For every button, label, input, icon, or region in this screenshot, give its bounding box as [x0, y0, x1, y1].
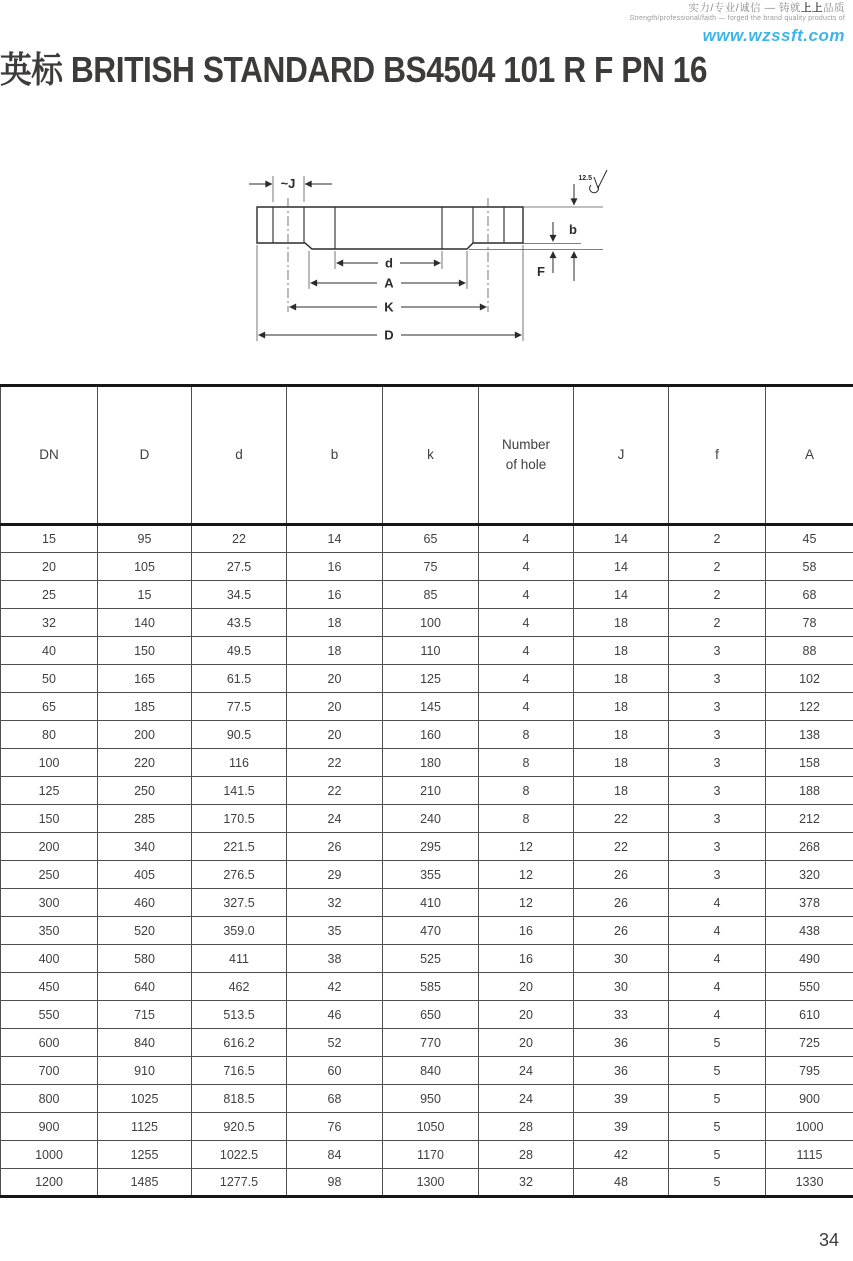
table-cell: 14: [287, 525, 383, 553]
table-cell: 4: [669, 917, 766, 945]
table-cell: 100: [383, 609, 479, 637]
table-header-row: [1, 386, 853, 525]
table-cell: 45: [766, 525, 853, 553]
table-cell: 212: [766, 805, 853, 833]
table-cell: 15: [1, 525, 98, 553]
table-cell: 88: [766, 637, 853, 665]
table-cell: 610: [766, 1001, 853, 1029]
brand-tagline-zh: [629, 2, 845, 14]
table-cell: 16: [479, 917, 574, 945]
table-cell: 18: [287, 609, 383, 637]
table-cell: 513.5: [192, 1001, 287, 1029]
table-cell: 20: [287, 721, 383, 749]
dim-label-j: ~J: [280, 176, 296, 191]
table-cell: 840: [383, 1057, 479, 1085]
table-row: [1, 1169, 853, 1197]
table-cell: 98: [287, 1169, 383, 1197]
page-title: 英标 BRITISH STANDARD BS4504 101 R F PN 16: [0, 49, 708, 90]
table-cell: 18: [574, 665, 669, 693]
surface-roughness-icon: [590, 170, 607, 193]
table-cell: 24: [479, 1057, 574, 1085]
table-cell: 28: [479, 1141, 574, 1169]
table-cell: 250: [98, 777, 192, 805]
dim-label-d: d: [385, 255, 393, 271]
table-cell: 770: [383, 1029, 479, 1057]
table-cell: 295: [383, 833, 479, 861]
table-cell: 3: [669, 749, 766, 777]
table-cell: 3: [669, 777, 766, 805]
table-cell: 795: [766, 1057, 853, 1085]
flange-section-lines: [273, 207, 504, 249]
table-cell: 340: [98, 833, 192, 861]
table-cell: 24: [479, 1085, 574, 1113]
table-cell: 22: [192, 525, 287, 553]
table-cell: 950: [383, 1085, 479, 1113]
website-link[interactable]: www.wzssft.com: [702, 26, 845, 46]
table-cell: 58: [766, 553, 853, 581]
table-cell: 1050: [383, 1113, 479, 1141]
table-cell: 550: [766, 973, 853, 1001]
table-cell: 22: [287, 777, 383, 805]
table-cell: 320: [766, 861, 853, 889]
table-cell: 300: [1, 889, 98, 917]
table-cell: 22: [574, 805, 669, 833]
table-cell: 4: [479, 553, 574, 581]
table-cell: 16: [479, 945, 574, 973]
table-cell: 520: [98, 917, 192, 945]
table-cell: 1277.5: [192, 1169, 287, 1197]
dim-label-a: A: [384, 275, 394, 291]
table-cell: 20: [287, 665, 383, 693]
table-cell: 12: [479, 833, 574, 861]
table-cell: 12: [479, 889, 574, 917]
table-cell: 1125: [98, 1113, 192, 1141]
table-cell: 716.5: [192, 1057, 287, 1085]
table-cell: 84: [287, 1141, 383, 1169]
table-cell: 26: [574, 917, 669, 945]
table-cell: 42: [287, 973, 383, 1001]
table-cell: 110: [383, 637, 479, 665]
table-cell: 30: [574, 973, 669, 1001]
table-cell: 18: [287, 637, 383, 665]
table-cell: 14: [574, 553, 669, 581]
table-cell: 3: [669, 861, 766, 889]
table-cell: 18: [574, 693, 669, 721]
table-cell: 8: [479, 777, 574, 805]
table-cell: 25: [1, 581, 98, 609]
table-cell: 470: [383, 917, 479, 945]
table-cell: 78: [766, 609, 853, 637]
table-cell: 350: [1, 917, 98, 945]
table-cell: 8: [479, 749, 574, 777]
table-cell: 5: [669, 1169, 766, 1197]
table-cell: 715: [98, 1001, 192, 1029]
table-cell: 141.5: [192, 777, 287, 805]
table-cell: 165: [98, 665, 192, 693]
table-cell: 8: [479, 805, 574, 833]
table-cell: 18: [574, 749, 669, 777]
table-cell: 77.5: [192, 693, 287, 721]
dim-label-big-d: D: [384, 327, 394, 343]
table-cell: 65: [1, 693, 98, 721]
table-cell: 700: [1, 1057, 98, 1085]
table-cell: 3: [669, 693, 766, 721]
table-cell: 40: [1, 637, 98, 665]
table-cell: 460: [98, 889, 192, 917]
table-header-cell: k: [383, 386, 479, 525]
table-cell: 20: [1, 553, 98, 581]
table-cell: 140: [98, 609, 192, 637]
table-cell: 525: [383, 945, 479, 973]
table-cell: 490: [766, 945, 853, 973]
table-cell: 22: [574, 833, 669, 861]
table-row: [1, 637, 853, 665]
table-cell: 36: [574, 1057, 669, 1085]
table-cell: 20: [479, 973, 574, 1001]
table-cell: 438: [766, 917, 853, 945]
table-cell: 65: [383, 525, 479, 553]
table-cell: 900: [1, 1113, 98, 1141]
table-cell: 355: [383, 861, 479, 889]
table-cell: 5: [669, 1141, 766, 1169]
table-cell: 18: [574, 777, 669, 805]
table-row: [1, 525, 853, 553]
table-cell: 180: [383, 749, 479, 777]
table-cell: 170.5: [192, 805, 287, 833]
table-cell: 5: [669, 1057, 766, 1085]
table-cell: 150: [1, 805, 98, 833]
table-cell: 200: [1, 833, 98, 861]
table-cell: 550: [1, 1001, 98, 1029]
table-cell: 27.5: [192, 553, 287, 581]
table-cell: 42: [574, 1141, 669, 1169]
table-cell: 26: [287, 833, 383, 861]
tagline-zh-bold: 上上: [801, 2, 823, 14]
table-row: [1, 1057, 853, 1085]
table-cell: 4: [479, 525, 574, 553]
table-cell: 910: [98, 1057, 192, 1085]
table-cell: 14: [574, 525, 669, 553]
table-cell: 240: [383, 805, 479, 833]
table-cell: 8: [479, 721, 574, 749]
table-row: [1, 609, 853, 637]
table-cell: 359.0: [192, 917, 287, 945]
table-cell: 2: [669, 609, 766, 637]
table-cell: 75: [383, 553, 479, 581]
table-cell: 22: [287, 749, 383, 777]
table-cell: 4: [479, 609, 574, 637]
table-row: [1, 945, 853, 973]
table-cell: 3: [669, 805, 766, 833]
table-cell: 43.5: [192, 609, 287, 637]
table-cell: 5: [669, 1113, 766, 1141]
table-cell: 210: [383, 777, 479, 805]
table-header-cell: D: [98, 386, 192, 525]
table-header-cell: DN: [1, 386, 98, 525]
dimension-table: [0, 384, 853, 1198]
table-cell: 188: [766, 777, 853, 805]
table-cell: 1200: [1, 1169, 98, 1197]
table-header-cell: f: [669, 386, 766, 525]
table-row: [1, 1085, 853, 1113]
table-cell: 640: [98, 973, 192, 1001]
table-cell: 268: [766, 833, 853, 861]
table-header-cell: d: [192, 386, 287, 525]
table-row: [1, 1001, 853, 1029]
table-cell: 2: [669, 553, 766, 581]
table-cell: 3: [669, 721, 766, 749]
brand-tagline-en: Strength/professional/faith — forged the brand quality products of: [629, 15, 845, 23]
table-cell: 221.5: [192, 833, 287, 861]
table-cell: 800: [1, 1085, 98, 1113]
table-cell: 3: [669, 665, 766, 693]
table-cell: 5: [669, 1029, 766, 1057]
flange-drawing: [225, 140, 645, 375]
table-cell: 2: [669, 525, 766, 553]
table-cell: 36: [574, 1029, 669, 1057]
table-cell: 85: [383, 581, 479, 609]
table-cell: 250: [1, 861, 98, 889]
extension-lines: [257, 176, 603, 341]
table-row: [1, 1029, 853, 1057]
table-cell: 68: [766, 581, 853, 609]
table-cell: 450: [1, 973, 98, 1001]
table-cell: 4: [479, 581, 574, 609]
table-cell: 400: [1, 945, 98, 973]
table-cell: 818.5: [192, 1085, 287, 1113]
table-cell: 158: [766, 749, 853, 777]
table-cell: 600: [1, 1029, 98, 1057]
table-cell: 150: [98, 637, 192, 665]
table-cell: 122: [766, 693, 853, 721]
table-cell: 650: [383, 1001, 479, 1029]
table-cell: 28: [479, 1113, 574, 1141]
table-row: [1, 721, 853, 749]
table-cell: 4: [479, 665, 574, 693]
table-cell: 76: [287, 1113, 383, 1141]
table-cell: 125: [1, 777, 98, 805]
table-cell: 29: [287, 861, 383, 889]
table-cell: 580: [98, 945, 192, 973]
table-cell: 4: [479, 637, 574, 665]
table-cell: 220: [98, 749, 192, 777]
table-cell: 4: [669, 889, 766, 917]
table-cell: 200: [98, 721, 192, 749]
table-cell: 80: [1, 721, 98, 749]
table-cell: 160: [383, 721, 479, 749]
table-cell: 49.5: [192, 637, 287, 665]
table-cell: 410: [383, 889, 479, 917]
table-cell: 26: [574, 861, 669, 889]
table-cell: 585: [383, 973, 479, 1001]
table-cell: 276.5: [192, 861, 287, 889]
table-cell: 95: [98, 525, 192, 553]
table-cell: 725: [766, 1029, 853, 1057]
table-cell: 34.5: [192, 581, 287, 609]
table-cell: 138: [766, 721, 853, 749]
table-row: [1, 777, 853, 805]
table-cell: 38: [287, 945, 383, 973]
table-cell: 378: [766, 889, 853, 917]
table-cell: 185: [98, 693, 192, 721]
dim-label-k: K: [384, 299, 394, 315]
table-cell: 68: [287, 1085, 383, 1113]
table-cell: 90.5: [192, 721, 287, 749]
table-header-cell: b: [287, 386, 383, 525]
table-cell: 125: [383, 665, 479, 693]
table-cell: 20: [287, 693, 383, 721]
table-cell: 1330: [766, 1169, 853, 1197]
table-cell: 840: [98, 1029, 192, 1057]
table-cell: 5: [669, 1085, 766, 1113]
table-cell: 1300: [383, 1169, 479, 1197]
table-cell: 14: [574, 581, 669, 609]
table-cell: 616.2: [192, 1029, 287, 1057]
table-row: [1, 833, 853, 861]
table-cell: 920.5: [192, 1113, 287, 1141]
table-row: [1, 805, 853, 833]
table-cell: 18: [574, 609, 669, 637]
table-cell: 15: [98, 581, 192, 609]
table-cell: 285: [98, 805, 192, 833]
table-cell: 1000: [1, 1141, 98, 1169]
table-cell: 20: [479, 1001, 574, 1029]
table-cell: 1025: [98, 1085, 192, 1113]
table-header-cell: A: [766, 386, 853, 525]
table-cell: 16: [287, 553, 383, 581]
page-number: 34: [818, 1230, 839, 1250]
table-cell: 18: [574, 721, 669, 749]
table-cell: 32: [479, 1169, 574, 1197]
table-cell: 116: [192, 749, 287, 777]
table-row: [1, 1141, 853, 1169]
tagline-zh-post: 品质: [823, 2, 845, 14]
table-cell: 12: [479, 861, 574, 889]
table-cell: 39: [574, 1113, 669, 1141]
table-cell: 20: [479, 1029, 574, 1057]
table-cell: 1022.5: [192, 1141, 287, 1169]
tagline-zh-pre: 实力/专业/诚信 — 铸就: [688, 2, 801, 14]
table-row: [1, 749, 853, 777]
table-cell: 1115: [766, 1141, 853, 1169]
table-cell: 900: [766, 1085, 853, 1113]
table-cell: 405: [98, 861, 192, 889]
table-cell: 48: [574, 1169, 669, 1197]
table-cell: 327.5: [192, 889, 287, 917]
dim-label-b: b: [569, 222, 577, 237]
table-row: [1, 693, 853, 721]
table-cell: 411: [192, 945, 287, 973]
table-cell: 35: [287, 917, 383, 945]
table-cell: 4: [669, 973, 766, 1001]
table-cell: 145: [383, 693, 479, 721]
table-cell: 16: [287, 581, 383, 609]
table-cell: 30: [574, 945, 669, 973]
table-cell: 39: [574, 1085, 669, 1113]
table-header-cell: J: [574, 386, 669, 525]
table-row: [1, 917, 853, 945]
table-cell: 61.5: [192, 665, 287, 693]
dim-label-f: F: [537, 264, 545, 279]
table-cell: 3: [669, 833, 766, 861]
table-cell: 4: [669, 945, 766, 973]
table-row: [1, 581, 853, 609]
table-row: [1, 973, 853, 1001]
flange-outline: [257, 207, 523, 249]
table-cell: 105: [98, 553, 192, 581]
table-cell: 4: [669, 1001, 766, 1029]
table-cell: 102: [766, 665, 853, 693]
table-cell: 18: [574, 637, 669, 665]
table-cell: 462: [192, 973, 287, 1001]
table-cell: 4: [479, 693, 574, 721]
table-row: [1, 1113, 853, 1141]
table-cell: 100: [1, 749, 98, 777]
table-cell: 1485: [98, 1169, 192, 1197]
table-row: [1, 665, 853, 693]
table-row: [1, 553, 853, 581]
table-cell: 46: [287, 1001, 383, 1029]
table-row: [1, 861, 853, 889]
table-cell: 52: [287, 1029, 383, 1057]
table-cell: 1000: [766, 1113, 853, 1141]
roughness-value: 12.5: [578, 175, 592, 182]
table-cell: 60: [287, 1057, 383, 1085]
table-cell: 24: [287, 805, 383, 833]
table-row: [1, 889, 853, 917]
table-cell: 2: [669, 581, 766, 609]
table-cell: 32: [1, 609, 98, 637]
table-body: [1, 525, 853, 1197]
table-cell: 33: [574, 1001, 669, 1029]
table-cell: 26: [574, 889, 669, 917]
table-cell: 50: [1, 665, 98, 693]
table-cell: 32: [287, 889, 383, 917]
table-cell: 1255: [98, 1141, 192, 1169]
brand-header: [629, 2, 845, 46]
table-cell: 1170: [383, 1141, 479, 1169]
table-header-cell: Number of hole: [479, 386, 574, 525]
table-cell: 3: [669, 637, 766, 665]
